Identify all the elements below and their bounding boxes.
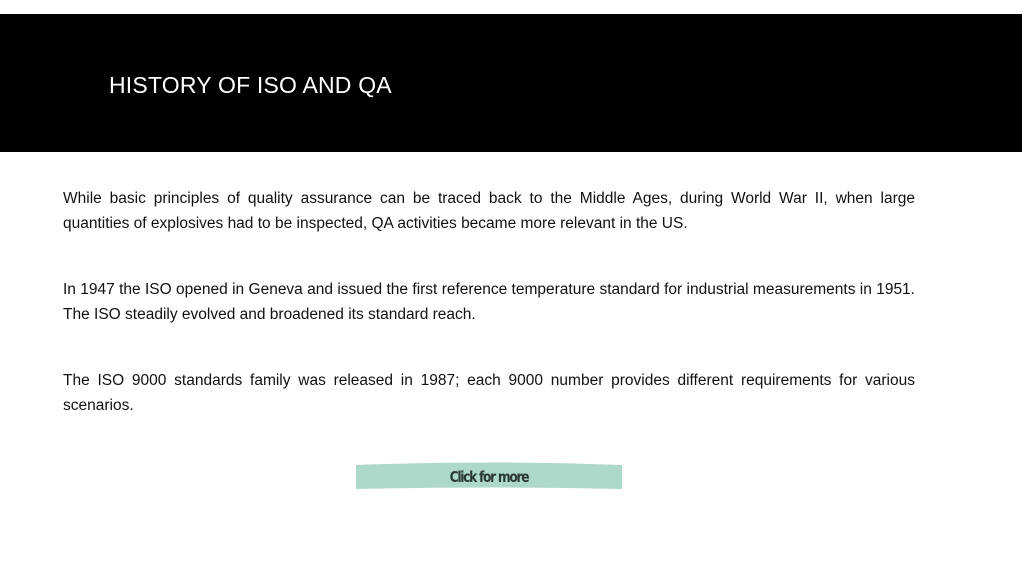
paragraph-iso-founding: In 1947 the ISO opened in Geneva and issued the first reference temperature standard for industrial measurements in 1951. The ISO steadily evolved and broadened its standard reach. xyxy=(63,281,915,323)
body-text xyxy=(63,186,915,459)
paragraph-middle-ages: While basic principles of quality assurance can be traced back to the Middle Ages, during World War II, when large quantities of explosives had to be inspected, QA activities became more relevant in the US. xyxy=(63,190,915,232)
click-for-more-button[interactable] xyxy=(356,462,622,490)
top-strip xyxy=(0,0,1024,14)
click-for-more-label[interactable]: Click for more xyxy=(449,468,529,486)
paragraph-iso-9000: The ISO 9000 standards family was released in 1987; each 9000 number provides different requirements for various scenarios. xyxy=(63,372,915,414)
slide-title: HISTORY OF ISO AND QA xyxy=(109,72,392,98)
